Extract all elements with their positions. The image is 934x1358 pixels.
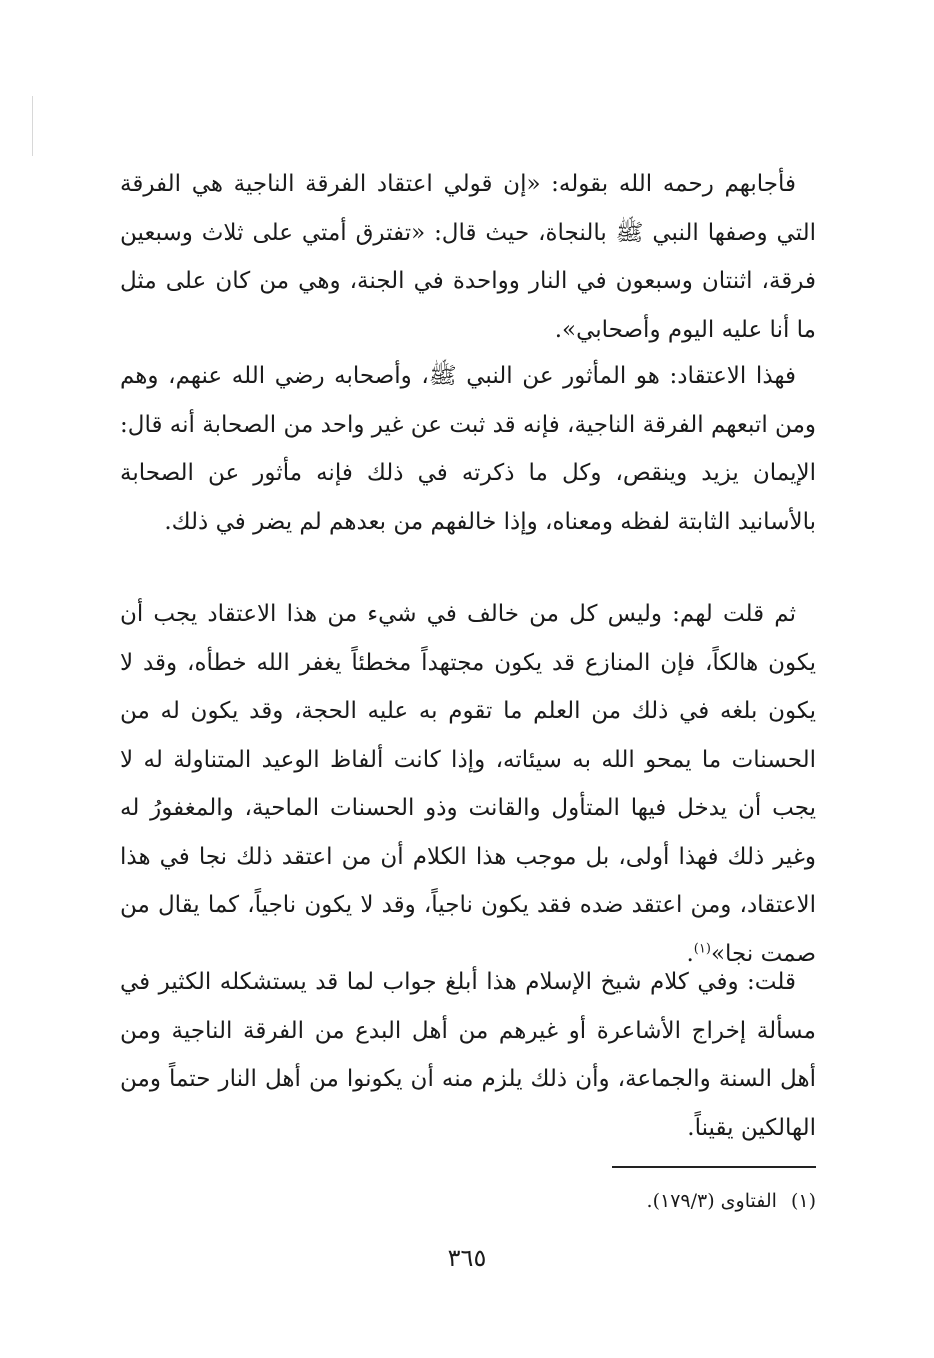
footnote-number: (١) <box>790 1190 816 1212</box>
footnote-1 <box>400 1186 816 1216</box>
footnote-reference: (١) <box>693 940 711 956</box>
paragraph-3: ثم قلت لهم: وليس كل من خالف في شيء من هذا الاعتقاد يجب أن يكون هالكاً، فإن المنازع قد يكون مجتهداً مخطئاً يغفر الله خطأه، وقد لا يكون بلغه في ذلك من العلم ما تقوم به عليه الحجة، وقد يكون له من الحسنات ما يمحو الله به سيئاته، وإذا كانت ألفاظ الوعيد المتناولة له لا يجب أن يدخل فيها المتأول والقانت وذو الحسنات الماحية، والمغفورُ له وغير ذلك فهذا أولى، بل موجب هذا الكلام أن من اعتقد ذلك نجا في هذا الاعتقاد، ومن اعتقد ضده فقد يكون ناجياً، وقد لا يكون ناجياً، كما يقال من صمت نجا»$^{(١)}$. <box>120 601 816 967</box>
footnote-separator <box>612 1166 816 1168</box>
scan-margin-line <box>32 96 33 156</box>
paragraph-4 <box>120 958 816 1152</box>
paragraph-1 <box>120 160 816 354</box>
page-number: ٣٦٥ <box>447 1244 487 1272</box>
paragraph-3-text: ثم قلت لهم: وليس كل من خالف في شيء من هذا الاعتقاد يجب أن يكون هالكاً، فإن المنازع قد يكون مجتهداً مخطئاً يغفر الله خطأه، وقد لا يكون بلغه في ذلك من العلم ما تقوم به عليه الحجة، وقد يكون له من الحسنات ما يمحو الله به سيئاته، وإذا كانت ألفاظ الوعيد المتناولة له لا يجب أن يدخل فيها المتأول والقانت وذو الحسنات الماحية، والمغفورُ له وغير ذلك فهذا أولى، بل موجب هذا الكلام أن من اعتقد ذلك نجا في هذا الاعتقاد، ومن اعتقد ضده فقد يكون ناجياً، وقد لا يكون ناجياً، كما يقال من صمت نجا» <box>120 601 816 967</box>
paragraph-2-text: فهذا الاعتقاد: هو المأثور عن النبي ﷺ، وأصحابه رضي الله عنهم، وهم ومن اتبعهم الفرقة الناجية، فإنه قد ثبت عن غير واحد من الصحابة أنه قال: الإيمان يزيد وينقص، وكل ما ذكرته في ذلك فإنه مأثور عن الصحابة بالأسانيد الثابتة لفظه ومعناه، وإذا خالفهم من بعدهم لم يضر في ذلك. <box>120 363 816 535</box>
paragraph-1-text: فأجابهم رحمه الله بقوله: «إن قولي اعتقاد الفرقة الناجية هي الفرقة التي وصفها النبي ﷺ بالنجاة، حيث قال: «تفترق أمتي على ثلاث وسبعين فرقة، اثنتان وسبعون في النار وواحدة في الجنة، وهي من كان على مثل ما أنا عليه اليوم وأصحابي». <box>120 171 816 343</box>
footnote-text: الفتاوى (١٧٩/٣). <box>646 1190 777 1212</box>
paragraph-4-text: قلت: وفي كلام شيخ الإسلام هذا أبلغ جواب لما قد يستشكله الكثير في مسألة إخراج الأشاعرة أو غيرهم من أهل البدع من الفرقة الناجية ومن أهل السنة والجماعة، وأن ذلك يلزم منه أن يكونوا من أهل النار حتماً ومن الهالكين يقيناً. <box>120 969 816 1141</box>
paragraph-2 <box>120 352 816 546</box>
